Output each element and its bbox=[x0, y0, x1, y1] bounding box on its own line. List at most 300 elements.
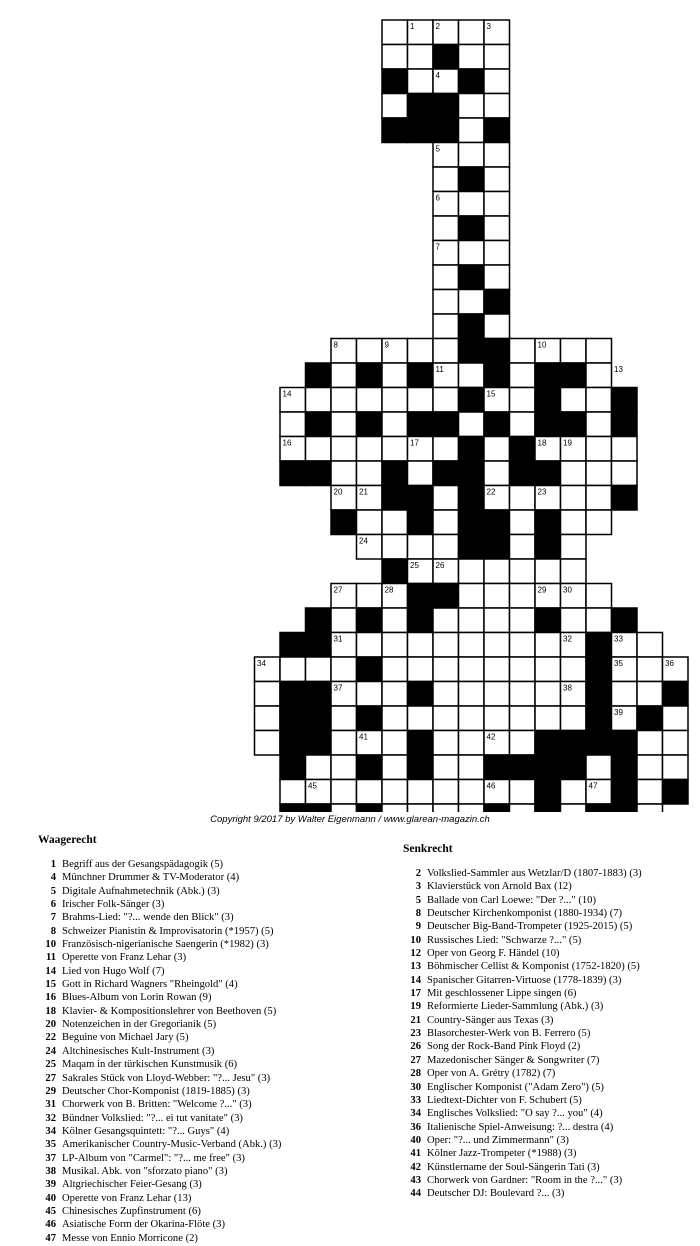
cell-number: 28 bbox=[384, 585, 394, 595]
grid-cell[interactable] bbox=[561, 657, 587, 682]
grid-cell[interactable] bbox=[535, 682, 561, 707]
clue-text: Sakrales Stück von Lloyd-Webber: "?... Jesu" (3) bbox=[62, 1072, 271, 1084]
grid-cell[interactable] bbox=[433, 682, 459, 707]
grid-cell[interactable] bbox=[408, 388, 434, 413]
down-heading: Senkrecht bbox=[403, 843, 453, 855]
grid-cell[interactable] bbox=[637, 633, 663, 658]
grid-cell[interactable] bbox=[331, 363, 357, 388]
grid-cell[interactable] bbox=[382, 45, 408, 70]
cell-number: 22 bbox=[486, 487, 496, 497]
down-clue bbox=[403, 934, 698, 947]
grid-cell[interactable] bbox=[433, 388, 459, 413]
block-cell bbox=[535, 510, 561, 535]
across-clue bbox=[38, 991, 368, 1004]
grid-cell[interactable] bbox=[357, 682, 383, 707]
grid-cell[interactable] bbox=[433, 216, 459, 241]
clue-number: 30 bbox=[410, 1081, 421, 1093]
grid-cell[interactable] bbox=[408, 69, 434, 94]
block-cell bbox=[459, 388, 485, 413]
grid-cell[interactable] bbox=[433, 633, 459, 658]
grid-cell[interactable] bbox=[357, 780, 383, 805]
block-cell bbox=[331, 510, 357, 535]
down-clue bbox=[403, 987, 698, 1000]
grid-cell[interactable] bbox=[357, 633, 383, 658]
block-cell bbox=[459, 339, 485, 364]
grid-cell[interactable] bbox=[510, 535, 536, 560]
grid-cell[interactable] bbox=[586, 486, 612, 511]
grid-cell[interactable] bbox=[459, 780, 485, 805]
grid-cell[interactable] bbox=[382, 657, 408, 682]
grid-cell[interactable] bbox=[306, 657, 332, 682]
grid-cell[interactable] bbox=[510, 559, 536, 584]
down-clue bbox=[403, 974, 698, 987]
grid-cell[interactable] bbox=[331, 804, 357, 812]
across-clue bbox=[38, 871, 368, 884]
across-clue-list bbox=[38, 858, 368, 1245]
clue-text: Asiatische Form der Okarina-Flöte (3) bbox=[62, 1219, 225, 1231]
grid-cell[interactable] bbox=[637, 755, 663, 780]
clue-number: 46 bbox=[45, 1219, 56, 1231]
grid-cell[interactable] bbox=[382, 608, 408, 633]
grid-cell[interactable] bbox=[510, 608, 536, 633]
grid-cell[interactable] bbox=[459, 192, 485, 217]
clue-text: Altchinesisches Kult-Instrument (3) bbox=[62, 1045, 215, 1057]
block-cell bbox=[280, 706, 306, 731]
grid-cell[interactable] bbox=[459, 241, 485, 266]
grid-cell[interactable] bbox=[586, 608, 612, 633]
grid-cell[interactable] bbox=[408, 780, 434, 805]
block-cell bbox=[663, 682, 689, 707]
grid-cell[interactable] bbox=[459, 363, 485, 388]
grid-cell[interactable] bbox=[459, 755, 485, 780]
block-cell bbox=[535, 412, 561, 437]
grid-cell[interactable] bbox=[663, 731, 689, 756]
grid-cell[interactable] bbox=[331, 461, 357, 486]
cell-number: 43 bbox=[537, 732, 547, 742]
grid-cell[interactable] bbox=[331, 731, 357, 756]
grid-cell[interactable] bbox=[433, 706, 459, 731]
across-clue bbox=[38, 911, 368, 924]
across-clue bbox=[38, 1072, 368, 1085]
grid-cell[interactable] bbox=[306, 437, 332, 462]
clue-number: 36 bbox=[410, 1121, 421, 1133]
grid-cell[interactable] bbox=[382, 731, 408, 756]
grid-cell[interactable] bbox=[357, 437, 383, 462]
block-cell bbox=[586, 633, 612, 658]
grid-cell[interactable] bbox=[280, 412, 306, 437]
clue-text: Künstlername der Soul-Sängerin Tati (3) bbox=[427, 1161, 600, 1173]
grid-cell[interactable] bbox=[408, 45, 434, 70]
grid-cell[interactable] bbox=[382, 437, 408, 462]
across-clue bbox=[38, 1165, 368, 1178]
cell-number: 8 bbox=[333, 340, 338, 350]
clue-number: 22 bbox=[45, 1032, 56, 1044]
clue-number: 7 bbox=[50, 912, 56, 924]
grid-cell[interactable] bbox=[484, 461, 510, 486]
grid-cell[interactable] bbox=[586, 584, 612, 609]
clue-number: 8 bbox=[50, 925, 56, 937]
grid-cell[interactable] bbox=[484, 437, 510, 462]
cell-number: 44 bbox=[588, 732, 598, 742]
grid-cell[interactable] bbox=[586, 437, 612, 462]
grid-cell[interactable] bbox=[510, 510, 536, 535]
grid-cell[interactable] bbox=[459, 118, 485, 143]
grid-cell[interactable] bbox=[484, 608, 510, 633]
grid-cell[interactable] bbox=[561, 339, 587, 364]
grid-cell[interactable] bbox=[561, 706, 587, 731]
grid-cell[interactable] bbox=[382, 682, 408, 707]
grid-cell[interactable] bbox=[408, 706, 434, 731]
grid-cell[interactable] bbox=[459, 584, 485, 609]
grid-cell[interactable] bbox=[637, 804, 663, 812]
cell-number: 2 bbox=[435, 22, 440, 31]
grid-cell[interactable] bbox=[280, 780, 306, 805]
block-cell bbox=[433, 412, 459, 437]
grid-cell[interactable] bbox=[484, 167, 510, 192]
grid-cell[interactable] bbox=[637, 657, 663, 682]
grid-cell[interactable] bbox=[484, 241, 510, 266]
grid-cell[interactable] bbox=[433, 486, 459, 511]
clue-text: Oper: "?... und Zimmermann" (3) bbox=[427, 1134, 569, 1146]
grid-cell[interactable] bbox=[382, 510, 408, 535]
grid-cell[interactable] bbox=[408, 461, 434, 486]
grid-cell[interactable] bbox=[433, 510, 459, 535]
cell-number: 39 bbox=[614, 708, 623, 717]
grid-cell[interactable] bbox=[561, 559, 587, 584]
grid-cell[interactable] bbox=[459, 706, 485, 731]
grid-cell[interactable] bbox=[255, 731, 281, 756]
block-cell bbox=[535, 804, 561, 812]
grid-cell[interactable] bbox=[382, 94, 408, 119]
grid-cell[interactable] bbox=[459, 804, 485, 812]
grid-cell[interactable] bbox=[382, 755, 408, 780]
grid-cell[interactable] bbox=[331, 412, 357, 437]
grid-cell[interactable] bbox=[484, 143, 510, 168]
cell-number: 45 bbox=[308, 781, 317, 791]
block-cell bbox=[382, 118, 408, 143]
grid-cell[interactable] bbox=[459, 559, 485, 584]
clue-text: Digitale Aufnahmetechnik (Abk.) (3) bbox=[62, 885, 220, 897]
block-cell bbox=[535, 608, 561, 633]
grid-cell[interactable] bbox=[433, 290, 459, 315]
grid-cell[interactable] bbox=[663, 706, 689, 731]
clue-number: 45 bbox=[45, 1205, 56, 1217]
grid-cell[interactable] bbox=[561, 804, 587, 812]
grid-cell[interactable] bbox=[382, 535, 408, 560]
clue-number: 17 bbox=[410, 988, 421, 1000]
grid-cell[interactable] bbox=[459, 20, 485, 45]
clue-number: 43 bbox=[410, 1174, 421, 1186]
grid-cell[interactable] bbox=[484, 633, 510, 658]
clue-text: Englisches Volkslied: "O say ?... you" (4) bbox=[427, 1108, 603, 1120]
grid-cell[interactable] bbox=[433, 339, 459, 364]
clue-text: Altgriechischer Feier-Gesang (3) bbox=[62, 1179, 202, 1191]
block-cell bbox=[408, 486, 434, 511]
grid-cell[interactable] bbox=[433, 657, 459, 682]
grid-cell[interactable] bbox=[306, 388, 332, 413]
block-cell bbox=[280, 755, 306, 780]
cell-number: 35 bbox=[614, 659, 623, 668]
grid-cell[interactable] bbox=[535, 657, 561, 682]
grid-cell[interactable] bbox=[357, 461, 383, 486]
grid-cell[interactable] bbox=[484, 45, 510, 70]
grid-cell[interactable] bbox=[459, 682, 485, 707]
grid-cell[interactable] bbox=[357, 339, 383, 364]
grid-cell[interactable] bbox=[408, 657, 434, 682]
grid-cell[interactable] bbox=[510, 731, 536, 756]
clue-number: 27 bbox=[410, 1054, 421, 1066]
grid-cell[interactable] bbox=[484, 657, 510, 682]
block-cell bbox=[484, 755, 510, 780]
cell-number: 31 bbox=[333, 634, 343, 644]
grid-cell[interactable] bbox=[382, 412, 408, 437]
grid-cell[interactable] bbox=[459, 412, 485, 437]
block-cell bbox=[357, 657, 383, 682]
grid-cell[interactable] bbox=[612, 437, 638, 462]
grid-cell[interactable] bbox=[408, 804, 434, 812]
grid-cell[interactable] bbox=[663, 755, 689, 780]
cell-number: 15 bbox=[486, 389, 496, 399]
grid-cell[interactable] bbox=[306, 755, 332, 780]
across-clue bbox=[38, 1232, 368, 1245]
grid-cell[interactable] bbox=[408, 339, 434, 364]
grid-cell[interactable] bbox=[535, 633, 561, 658]
grid-cell[interactable] bbox=[255, 706, 281, 731]
grid-cell[interactable] bbox=[408, 535, 434, 560]
grid-cell[interactable] bbox=[586, 510, 612, 535]
clue-text: Begriff aus der Gesangspädagogik (5) bbox=[62, 859, 224, 870]
grid-cell[interactable] bbox=[637, 780, 663, 805]
grid-cell[interactable] bbox=[331, 657, 357, 682]
grid-cell[interactable] bbox=[586, 363, 612, 388]
cell-number: 23 bbox=[537, 487, 547, 497]
clue-text: Oper von Georg F. Händel (10) bbox=[427, 948, 560, 960]
grid-cell[interactable] bbox=[561, 780, 587, 805]
grid-cell[interactable] bbox=[459, 633, 485, 658]
down-clue bbox=[403, 1067, 698, 1080]
grid-cell[interactable] bbox=[331, 608, 357, 633]
grid-cell[interactable] bbox=[484, 559, 510, 584]
grid-cell[interactable] bbox=[561, 608, 587, 633]
clue-number: 8 bbox=[415, 908, 421, 920]
grid-cell[interactable] bbox=[510, 363, 536, 388]
cell-number: 25 bbox=[410, 561, 419, 570]
grid-cell[interactable] bbox=[561, 486, 587, 511]
clue-number: 19 bbox=[410, 1001, 421, 1013]
clue-number: 39 bbox=[45, 1179, 56, 1191]
grid-cell[interactable] bbox=[510, 486, 536, 511]
clue-number: 11 bbox=[45, 952, 56, 964]
clue-text: Ballade von Carl Loewe: "Der ?..." (10) bbox=[427, 894, 596, 906]
clue-text: Schweizer Pianistin & Improvisatorin (*1957) (5) bbox=[62, 925, 274, 937]
block-cell bbox=[484, 412, 510, 437]
clue-number: 24 bbox=[45, 1045, 56, 1057]
cell-number: 30 bbox=[563, 585, 572, 595]
clue-text: Notenzeichen in der Gregorianik (5) bbox=[62, 1019, 217, 1031]
block-cell bbox=[586, 804, 612, 812]
block-cell bbox=[484, 804, 510, 812]
grid-cell[interactable] bbox=[408, 633, 434, 658]
grid-cell[interactable] bbox=[331, 437, 357, 462]
block-cell bbox=[586, 657, 612, 682]
clue-number: 32 bbox=[45, 1112, 56, 1124]
grid-cell[interactable] bbox=[382, 388, 408, 413]
clue-text: Mazedonischer Sänger & Songwriter (7) bbox=[427, 1054, 600, 1066]
cell-number: 11 bbox=[435, 365, 444, 374]
down-clue bbox=[403, 1174, 698, 1187]
grid-cell[interactable] bbox=[459, 657, 485, 682]
block-cell bbox=[561, 363, 587, 388]
block-cell bbox=[408, 412, 434, 437]
block-cell bbox=[306, 461, 332, 486]
across-clue bbox=[38, 1152, 368, 1165]
grid-cell[interactable] bbox=[433, 755, 459, 780]
grid-cell[interactable] bbox=[586, 412, 612, 437]
across-clue bbox=[38, 1018, 368, 1031]
grid-cell[interactable] bbox=[510, 388, 536, 413]
clue-text: Gott in Richard Wagners "Rheingold" (4) bbox=[62, 979, 238, 991]
grid-cell[interactable] bbox=[484, 94, 510, 119]
grid-cell[interactable] bbox=[433, 314, 459, 339]
grid-cell[interactable] bbox=[612, 461, 638, 486]
grid-cell[interactable] bbox=[433, 437, 459, 462]
cell-number: 36 bbox=[665, 659, 674, 668]
clue-number: 37 bbox=[45, 1152, 56, 1164]
grid-cell[interactable] bbox=[484, 216, 510, 241]
down-clue bbox=[403, 867, 698, 880]
block-cell bbox=[612, 804, 638, 812]
block-cell bbox=[306, 363, 332, 388]
clue-number: 14 bbox=[45, 965, 56, 977]
grid-cell[interactable] bbox=[433, 167, 459, 192]
grid-cell[interactable] bbox=[586, 755, 612, 780]
grid-cell[interactable] bbox=[331, 706, 357, 731]
clue-text: Deutscher Kirchenkomponist (1880-1934) (7) bbox=[427, 908, 623, 920]
block-cell bbox=[612, 486, 638, 511]
clue-text: Lied von Hugo Wolf (7) bbox=[62, 965, 165, 977]
block-cell bbox=[280, 461, 306, 486]
grid-cell[interactable] bbox=[459, 290, 485, 315]
block-cell bbox=[382, 461, 408, 486]
grid-cell[interactable] bbox=[433, 608, 459, 633]
grid-cell[interactable] bbox=[510, 804, 536, 812]
down-clue bbox=[403, 1040, 698, 1053]
grid-cell[interactable] bbox=[586, 339, 612, 364]
grid-cell[interactable] bbox=[382, 706, 408, 731]
grid-cell[interactable] bbox=[459, 45, 485, 70]
grid-cell[interactable] bbox=[280, 657, 306, 682]
cell-number: 41 bbox=[359, 732, 368, 742]
block-cell bbox=[459, 265, 485, 290]
grid-cell[interactable] bbox=[484, 584, 510, 609]
grid-cell[interactable] bbox=[382, 804, 408, 812]
across-clue bbox=[38, 1031, 368, 1044]
grid-cell[interactable] bbox=[357, 388, 383, 413]
grid-cell[interactable] bbox=[433, 265, 459, 290]
grid-cell[interactable] bbox=[459, 94, 485, 119]
grid-cell[interactable] bbox=[510, 657, 536, 682]
grid-cell[interactable] bbox=[510, 339, 536, 364]
grid-cell[interactable] bbox=[331, 780, 357, 805]
clue-text: Chinesisches Zupfinstrument (6) bbox=[62, 1205, 201, 1217]
grid-cell[interactable] bbox=[510, 412, 536, 437]
cell-number: 19 bbox=[563, 438, 572, 448]
block-cell bbox=[459, 216, 485, 241]
block-cell bbox=[459, 510, 485, 535]
grid-cell[interactable] bbox=[535, 706, 561, 731]
grid-cell[interactable] bbox=[586, 388, 612, 413]
grid-cell[interactable] bbox=[510, 706, 536, 731]
cell-number: 17 bbox=[410, 438, 419, 448]
clue-text: Englischer Komponist ("Adam Zero") (5) bbox=[427, 1081, 604, 1093]
grid-cell[interactable] bbox=[484, 192, 510, 217]
block-cell bbox=[561, 755, 587, 780]
grid-cell[interactable] bbox=[331, 755, 357, 780]
grid-cell[interactable] bbox=[484, 682, 510, 707]
grid-cell[interactable] bbox=[637, 682, 663, 707]
grid-cell[interactable] bbox=[433, 780, 459, 805]
grid-cell[interactable] bbox=[637, 731, 663, 756]
clue-text: Musikal. Abk. von "sforzato piano" (3) bbox=[62, 1165, 228, 1177]
grid-cell[interactable] bbox=[484, 706, 510, 731]
grid-cell[interactable] bbox=[510, 780, 536, 805]
grid-cell[interactable] bbox=[433, 535, 459, 560]
grid-cell[interactable] bbox=[382, 20, 408, 45]
grid-cell[interactable] bbox=[433, 804, 459, 812]
across-clue bbox=[38, 1085, 368, 1098]
grid-cell[interactable] bbox=[382, 363, 408, 388]
grid-cell[interactable] bbox=[510, 633, 536, 658]
block-cell bbox=[306, 804, 332, 812]
clue-text: Oper von A. Grétry (1782) (7) bbox=[427, 1068, 556, 1080]
grid-cell[interactable] bbox=[510, 682, 536, 707]
grid-cell[interactable] bbox=[561, 535, 587, 560]
block-cell bbox=[382, 486, 408, 511]
grid-cell[interactable] bbox=[459, 608, 485, 633]
grid-cell[interactable] bbox=[561, 510, 587, 535]
cell-number: 13 bbox=[614, 365, 623, 374]
grid-cell[interactable] bbox=[561, 388, 587, 413]
grid-cell[interactable] bbox=[433, 731, 459, 756]
grid-cell[interactable] bbox=[535, 559, 561, 584]
grid-cell[interactable] bbox=[484, 69, 510, 94]
grid-cell[interactable] bbox=[484, 314, 510, 339]
grid-cell[interactable] bbox=[586, 461, 612, 486]
clue-number: 14 bbox=[410, 974, 421, 986]
block-cell bbox=[280, 731, 306, 756]
grid-cell[interactable] bbox=[561, 461, 587, 486]
block-cell bbox=[306, 706, 332, 731]
grid-cell[interactable] bbox=[484, 265, 510, 290]
clue-number: 21 bbox=[410, 1014, 421, 1026]
clue-text: Blasorchester-Werk von B. Ferrero (5) bbox=[427, 1028, 591, 1040]
grid-cell[interactable] bbox=[331, 388, 357, 413]
grid-cell[interactable] bbox=[459, 143, 485, 168]
grid-cell[interactable] bbox=[255, 682, 281, 707]
grid-cell[interactable] bbox=[459, 731, 485, 756]
grid-cell[interactable] bbox=[382, 633, 408, 658]
block-cell bbox=[459, 437, 485, 462]
clue-number: 33 bbox=[410, 1094, 421, 1106]
down-clue bbox=[403, 1014, 698, 1027]
grid-cell[interactable] bbox=[382, 780, 408, 805]
grid-cell[interactable] bbox=[357, 510, 383, 535]
grid-cell[interactable] bbox=[510, 584, 536, 609]
grid-cell[interactable] bbox=[612, 682, 638, 707]
down-clue bbox=[403, 1054, 698, 1067]
clue-text: Klavier- & Kompositionslehrer von Beethoven (5) bbox=[62, 1005, 277, 1017]
grid-cell[interactable] bbox=[357, 584, 383, 609]
